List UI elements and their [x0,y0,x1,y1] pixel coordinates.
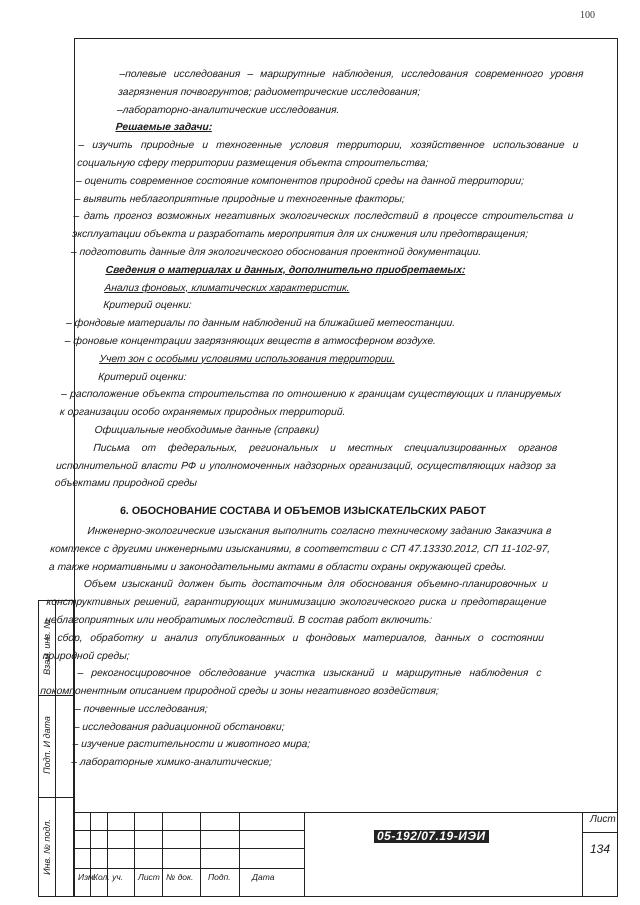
paragraph: – дать прогноз возможных негативных экологических последствий в процессе строительства и эксплуатации объекта и разработать мероприятия для их снижения или предотвращения; [71,211,574,241]
list-item: – почвенные исследования; [74,703,209,715]
title-block [74,812,618,897]
col-header-list: Лист [138,872,160,882]
list-item: – исследования радиационной обстановки; [73,721,285,733]
paragraph: – фоновые концентрации загрязняющих веществ в атмосферном воздухе. [64,335,437,347]
sheet-number: 134 [590,842,611,856]
heading-criterion: Критерий оценки: [102,300,192,312]
heading-criterion: Критерий оценки: [97,371,187,383]
paragraph: – выявить неблагоприятные природные и техногенные факторы; [74,193,406,205]
list-item: – лабораторные химико-аналитические; [70,757,273,769]
heading-tasks: Решаемые задачи: [115,122,213,134]
sheet-label: Лист [590,814,616,825]
heading-materials: Сведения о материалах и данных, дополнительно приобретаемых: [105,264,466,276]
col-header-kol: Кол. уч. [93,872,124,882]
paragraph: –полевые исследования – маршрутные наблюдения, исследования современного уровня загрязнения почвогрунтов; радиометрические исследования; [117,69,584,98]
paragraph: – рекогносцировочное обследование участка изысканий и маршрутные наблюдения с покомпонентным описанием природной среды и зоны негативного воздействия; [39,668,542,698]
list-item: – изучение растительности и животного мира; [72,739,311,751]
paragraph: – изучить природные и техногенные условия территории, хозяйственное использование и социальную сферу территории размещения объекта строительства; [76,140,579,169]
col-header-ndok: № док. [166,872,194,882]
paragraph: – сбор, обработку и анализ опубликованных и фондовых материалов, данных о состоянии природной среды; [42,632,545,662]
col-header-izm: Изм. [78,872,97,882]
col-header-data: Дата [252,872,275,882]
heading-special-zones: Учет зон с особыми условиями использования территории. [99,353,396,365]
heading-official-data: Официальные необходимые данные (справки) [94,424,320,436]
paragraph: Объем изысканий должен быть достаточным для обоснования объемно-планировочных и конструктивных решений, гарантирующих минимизацию экологического риска и предотвращение неблагоприятных или необратимых последствий. В состав работ включить: [44,579,549,626]
paragraph: –лабораторно-аналитические исследования. [116,104,340,116]
paragraph: – расположение объекта строительства по отношению к границам существующих и планируемых к организации особо охраняемых природных территорий. [59,389,562,419]
col-header-podp: Подп. [208,872,231,882]
paragraph: – подготовить данные для экологического обоснования проектной документации. [70,246,482,258]
document-code: 05-192/07.19-ИЭИ [374,830,489,843]
document-body [35,66,584,772]
section-title: 6. ОБОСНОВАНИЕ СОСТАВА И ОБЪЕМОВ ИЗЫСКАТЕЛЬСКИХ РАБОТ [119,505,487,518]
stamp-label-signature-date: Подп. И дата [42,716,52,774]
page-number: 100 [580,10,595,21]
paragraph: Инженерно-экологические изыскания выполнить согласно техническому заданию Заказчика в комплексе с другими инженерными изысканиями, в соответствии с СП 47.13330.2012, СП 11-102-97, а также нормативными и законодательными актами в области охраны окружающей среды. [48,525,552,573]
paragraph: – фондовые материалы по данным наблюдений на ближайшей метеостанции. [65,318,456,330]
heading-background-analysis: Анализ фоновых, климатических характеристик. [104,282,351,294]
paragraph: Письма от федеральных, региональных и местных специализированных органов исполнительной власти РФ и уполномоченных надзорных организаций, осуществляющих надзор за объектами природной среды [54,442,558,490]
stamp-label-replacement: Взам. инв. № [42,619,53,675]
paragraph: – оценить современное состояние компонентов природной среды на данной территории; [75,175,525,187]
stamp-label-inventory: Инв. № подл. [42,818,53,875]
